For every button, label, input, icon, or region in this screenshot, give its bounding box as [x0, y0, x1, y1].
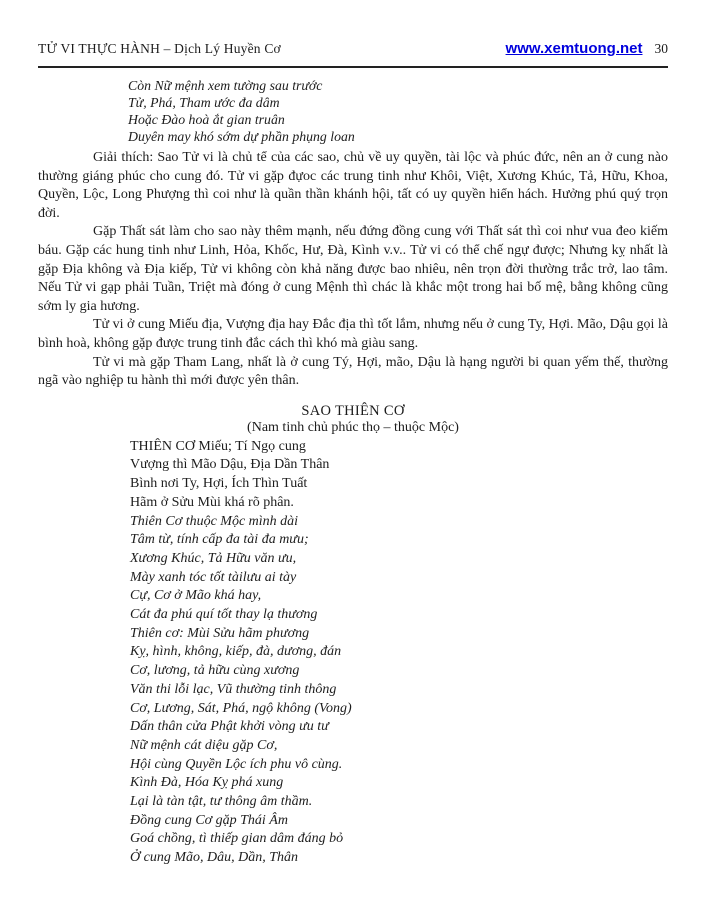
poem-line: Cơ, lương, tả hữu cùng xương — [130, 663, 300, 679]
poem-line: Thiên Cơ thuộc Mộc mình dài — [130, 513, 299, 529]
thien-co-poem — [130, 438, 668, 868]
website-link[interactable]: www.xemtuong.net — [505, 40, 643, 57]
poem-line: Bình nơi Ty, Hợi, Ích Thìn Tuất — [130, 476, 308, 492]
paragraph-tham-lang: Tử vi mà gặp Tham Lang, nhất là ở cung Tý, Hợi, mão, Dậu là hạng người bi quan yếm thế, thường ngã vào nghiệp tu hành thì mới được yên thân. — [38, 354, 668, 389]
section-subtitle: (Nam tinh chủ phúc thọ – thuộc Mộc) — [247, 419, 459, 435]
header-right — [506, 40, 668, 57]
paragraph-that-sat: Gặp Thất sát làm cho sao này thêm mạnh, nếu đứng đồng cung với Thất sát thì coi như vua đeo kiếm báu. Gặp các hung tinh như Linh, Hỏa, Khốc, Hư, Đà, Kình v.v.. Tử vi có thể chế ngự được; Nhưng kỵ nhất là gặp Địa không và Địa kiếp, Tử vi không còn khả năng được bao nhiêu, nên trọn đời thường trắc trở, lao tâm. Nếu Tử vi gạp phải Tuần, Triệt mà đóng ở cung Mệnh thì chác là khắc một trong hai bố mệ, bằng không cũng sớm ly gia hương. — [38, 224, 668, 314]
poem-line: Kình Đà, Hóa Kỵ phá xung — [130, 775, 284, 791]
verse-line: Còn Nữ mệnh xem tường sau trước — [128, 78, 323, 93]
poem-line: Lại là tàn tật, tư thông âm thầm. — [130, 794, 313, 810]
poem-line: Đồng cung Cơ gặp Thái Âm — [130, 812, 288, 828]
poem-line: Xương Khúc, Tả Hữu văn ưu, — [130, 550, 297, 566]
poem-line: THIÊN CƠ Miếu; Tí Ngọ cung — [130, 438, 306, 454]
poem-line: Cự, Cơ ở Mão khá hay, — [130, 588, 262, 604]
verse-line: Tử, Phá, Tham ước đa dâm — [128, 95, 280, 110]
poem-line: Tâm từ, tính cấp đa tài đa mưu; — [130, 532, 309, 548]
poem-line: Cơ, Lương, Sát, Phá, ngộ không (Vong) — [130, 700, 352, 716]
poem-line: Ở cung Mão, Dâu, Dần, Thân — [130, 850, 298, 866]
paragraph-giai-thich: Giải thích: Sao Tử vi là chủ tể của các sao, chủ về uy quyền, tài lộc và phúc đức, nên an ở cung nào thường giáng phúc cho cung đó. Tử vi gặp đựoc các trung tinh như Khôi, Việt, Xương Khúc, Tả, Hữu, Khoa, Quyền, Lộc, Long Phượng thì coi như là quần thần khánh hội, tất có uy quyền hiển hách. Hưởng phú quý trọn đời. — [38, 150, 668, 221]
poem-line: Vượng thì Mão Dậu, Địa Dần Thân — [130, 457, 330, 473]
document-title: TỬ VI THỰC HÀNH – Dịch Lý Huyền Cơ — [38, 41, 281, 56]
poem-line: Hội cùng Quyền Lộc ích phu vô cùng. — [130, 756, 343, 772]
verse-line: Hoặc Đào hoà ắt gian truân — [128, 112, 285, 127]
poem-line: Dấn thân cửa Phật khởi vòng ưu tư — [130, 719, 329, 735]
poem-line: Kỵ, hình, không, kiếp, đà, dương, đán — [130, 644, 342, 660]
page-header — [38, 40, 668, 57]
poem-line: Mày xanh tóc tốt tàilưu ai tày — [130, 569, 297, 585]
header-rule — [38, 66, 668, 68]
poem-line: Cát đa phú quí tốt thay lạ thương — [130, 607, 318, 623]
poem-line: Hãm ở Sửu Mùi khá rõ phân. — [130, 494, 294, 510]
intro-verse-block — [128, 77, 668, 145]
section-title: SAO THIÊN CƠ — [301, 402, 405, 419]
paragraph-mieu-dia: Tử vi ở cung Miếu địa, Vượng địa hay Đắc địa thì tốt lắm, nhưng nếu ở cung Ty, Hợi. Mão, Dậu gọi là bình hoà, không gặp được trung tinh đắc cách thì khó mà giàu sang. — [38, 317, 668, 351]
poem-line: Nữ mệnh cát diệu gặp Cơ, — [130, 737, 278, 753]
poem-line: Văn thi lỗi lạc, Vũ thường tinh thông — [130, 681, 337, 697]
verse-line: Duyên may khó sớm dự phần phụng loan — [128, 129, 355, 144]
page-number: 30 — [654, 41, 668, 56]
poem-line: Goá chồng, tì thiếp gian dâm đáng bỏ — [130, 831, 344, 847]
poem-line: Thiên cơ: Mùi Sửu hãm phương — [130, 625, 310, 641]
